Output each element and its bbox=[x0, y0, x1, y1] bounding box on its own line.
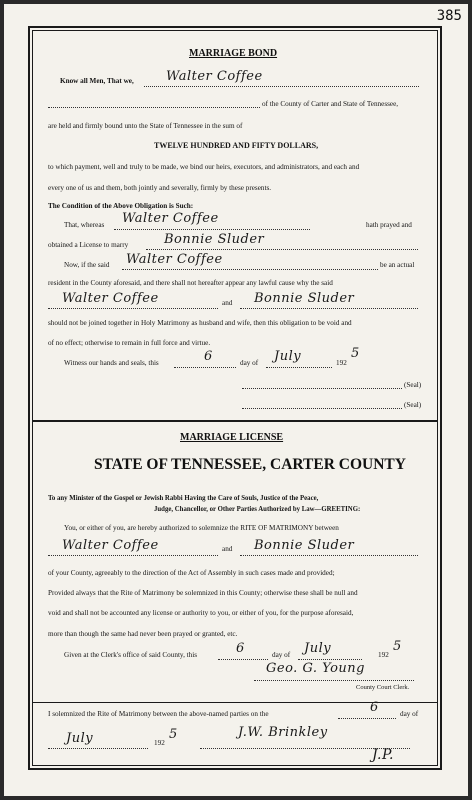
given-label: Given at the Clerk's office of said County, this bbox=[64, 651, 198, 659]
solemnized-year: 5 bbox=[169, 727, 178, 742]
resident-line: resident in the County aforesaid, and there shall not hereafter appear any lawful cause why the said bbox=[48, 279, 333, 287]
condition-line: The Condition of the Above Obligation is Such: bbox=[48, 202, 194, 210]
bond-name1: Walter Coffee bbox=[166, 69, 263, 84]
page-number: 385 bbox=[436, 8, 462, 24]
solemnized-month: July bbox=[66, 731, 94, 746]
void-line: void and shall not be accounted any license or authority to you, or either of you, for the purpose aforesaid, bbox=[48, 609, 354, 617]
whereas-name: Walter Coffee bbox=[122, 211, 219, 226]
clerk-signature: Geo. G. Young bbox=[266, 661, 365, 676]
more-line: more than though the same had never been prayed or granted, etc. bbox=[48, 630, 238, 638]
solemnized-day-line bbox=[338, 718, 396, 719]
seal-line-1 bbox=[242, 388, 402, 389]
witness-month-line bbox=[266, 367, 332, 368]
couple-bride-line bbox=[240, 308, 418, 309]
witness-label: Witness our hands and seals, this bbox=[64, 359, 159, 367]
given-month: July bbox=[304, 641, 332, 656]
bond-amount: TWELVE HUNDRED AND FIFTY DOLLARS, bbox=[154, 141, 319, 150]
blank-line bbox=[48, 107, 260, 108]
given-day-line bbox=[218, 659, 268, 660]
your-county-line: of your County, agreeably to the direction of the Act of Assembly in such cases made and provided; bbox=[48, 569, 335, 577]
clerk-label: County Court Clerk. bbox=[356, 684, 410, 691]
given-day: 6 bbox=[236, 641, 245, 656]
now-name: Walter Coffee bbox=[126, 252, 223, 267]
section-divider bbox=[32, 420, 438, 422]
bride-name: Bonnie Sluder bbox=[164, 232, 265, 247]
obtained-label: obtained a License to marry bbox=[48, 241, 129, 249]
license-bride-line bbox=[240, 555, 418, 556]
officiant-signature: J.W. Brinkley bbox=[238, 725, 328, 740]
solemnized-year-prefix: 192 bbox=[154, 739, 165, 747]
officiant-title: J.P. bbox=[372, 747, 395, 763]
seal-line-2 bbox=[242, 408, 402, 409]
given-year: 5 bbox=[393, 639, 402, 654]
you-line: You, or either of you, are hereby authorized to solemnize the RITE OF MATRIMONY between bbox=[64, 524, 339, 532]
couple-and: and bbox=[222, 299, 233, 307]
solemnized-month-line bbox=[48, 748, 148, 749]
witness-month: July bbox=[274, 349, 302, 364]
no-effect-line: of no effect; otherwise to remain in full force and virtue. bbox=[48, 339, 211, 347]
whereas-line bbox=[114, 229, 310, 230]
solemnized-day-of: day of bbox=[400, 710, 419, 718]
document-page bbox=[4, 4, 468, 796]
given-year-prefix: 192 bbox=[378, 651, 389, 659]
now-label: Now, if the said bbox=[64, 261, 110, 269]
witness-day: 6 bbox=[204, 349, 213, 364]
bond-intro: Know all Men, That we, bbox=[60, 77, 134, 85]
witness-day-of: day of bbox=[240, 359, 259, 367]
witness-year: 5 bbox=[351, 346, 360, 361]
payment-line: to which payment, well and truly to be made, we bind our heirs, executors, and administrators, and each and bbox=[48, 163, 360, 171]
given-day-of: day of bbox=[272, 651, 291, 659]
license-bride: Bonnie Sluder bbox=[254, 538, 355, 553]
name-line bbox=[144, 86, 419, 87]
bond-title: MARRIAGE BOND bbox=[189, 48, 278, 59]
seal-2: (Seal) bbox=[404, 401, 422, 409]
license-groom-line bbox=[48, 555, 218, 556]
every-line: every one of us and them, both jointly and severally, firmly by these presents. bbox=[48, 184, 272, 192]
couple-groom-line bbox=[48, 308, 218, 309]
county-line: of the County of Carter and State of Tennessee, bbox=[262, 100, 399, 108]
clerk-line bbox=[254, 680, 414, 681]
held-line: are held and firmly bound unto the State of Tennessee in the sum of bbox=[48, 122, 243, 130]
provided-line: Provided always that the Rite of Matrimony be solemnized in this County; otherwise these shall be null and bbox=[48, 589, 358, 597]
state-title: STATE OF TENNESSEE, CARTER COUNTY bbox=[94, 456, 406, 473]
license-and: and bbox=[222, 545, 233, 553]
now-line bbox=[122, 269, 378, 270]
couple-groom: Walter Coffee bbox=[62, 291, 159, 306]
obtained-line bbox=[146, 249, 418, 250]
seal-1: (Seal) bbox=[404, 381, 422, 389]
to-any-line1: To any Minister of the Gospel or Jewish Rabbi Having the Care of Souls, Justice of the Peace, bbox=[48, 495, 319, 502]
witness-day-line bbox=[174, 367, 236, 368]
should-line: should not be joined together in Holy Matrimony as husband and wife, then this obligation to be void and bbox=[48, 319, 352, 327]
solemnized-day: 6 bbox=[370, 700, 379, 715]
whereas-label: That, whereas bbox=[64, 221, 105, 229]
hath-prayed: hath prayed and bbox=[366, 221, 412, 229]
license-title: MARRIAGE LICENSE bbox=[180, 432, 284, 443]
couple-bride: Bonnie Sluder bbox=[254, 291, 355, 306]
to-any-line2: Judge, Chancellor, or Other Parties Authorized by Law—GREETING: bbox=[154, 506, 361, 513]
be-actual: be an actual bbox=[380, 261, 415, 269]
witness-year-prefix: 192 bbox=[336, 359, 347, 367]
license-groom: Walter Coffee bbox=[62, 538, 159, 553]
solemnized-line: I solemnized the Rite of Matrimony between the above-named parties on the bbox=[48, 710, 269, 718]
given-month-line bbox=[298, 659, 362, 660]
